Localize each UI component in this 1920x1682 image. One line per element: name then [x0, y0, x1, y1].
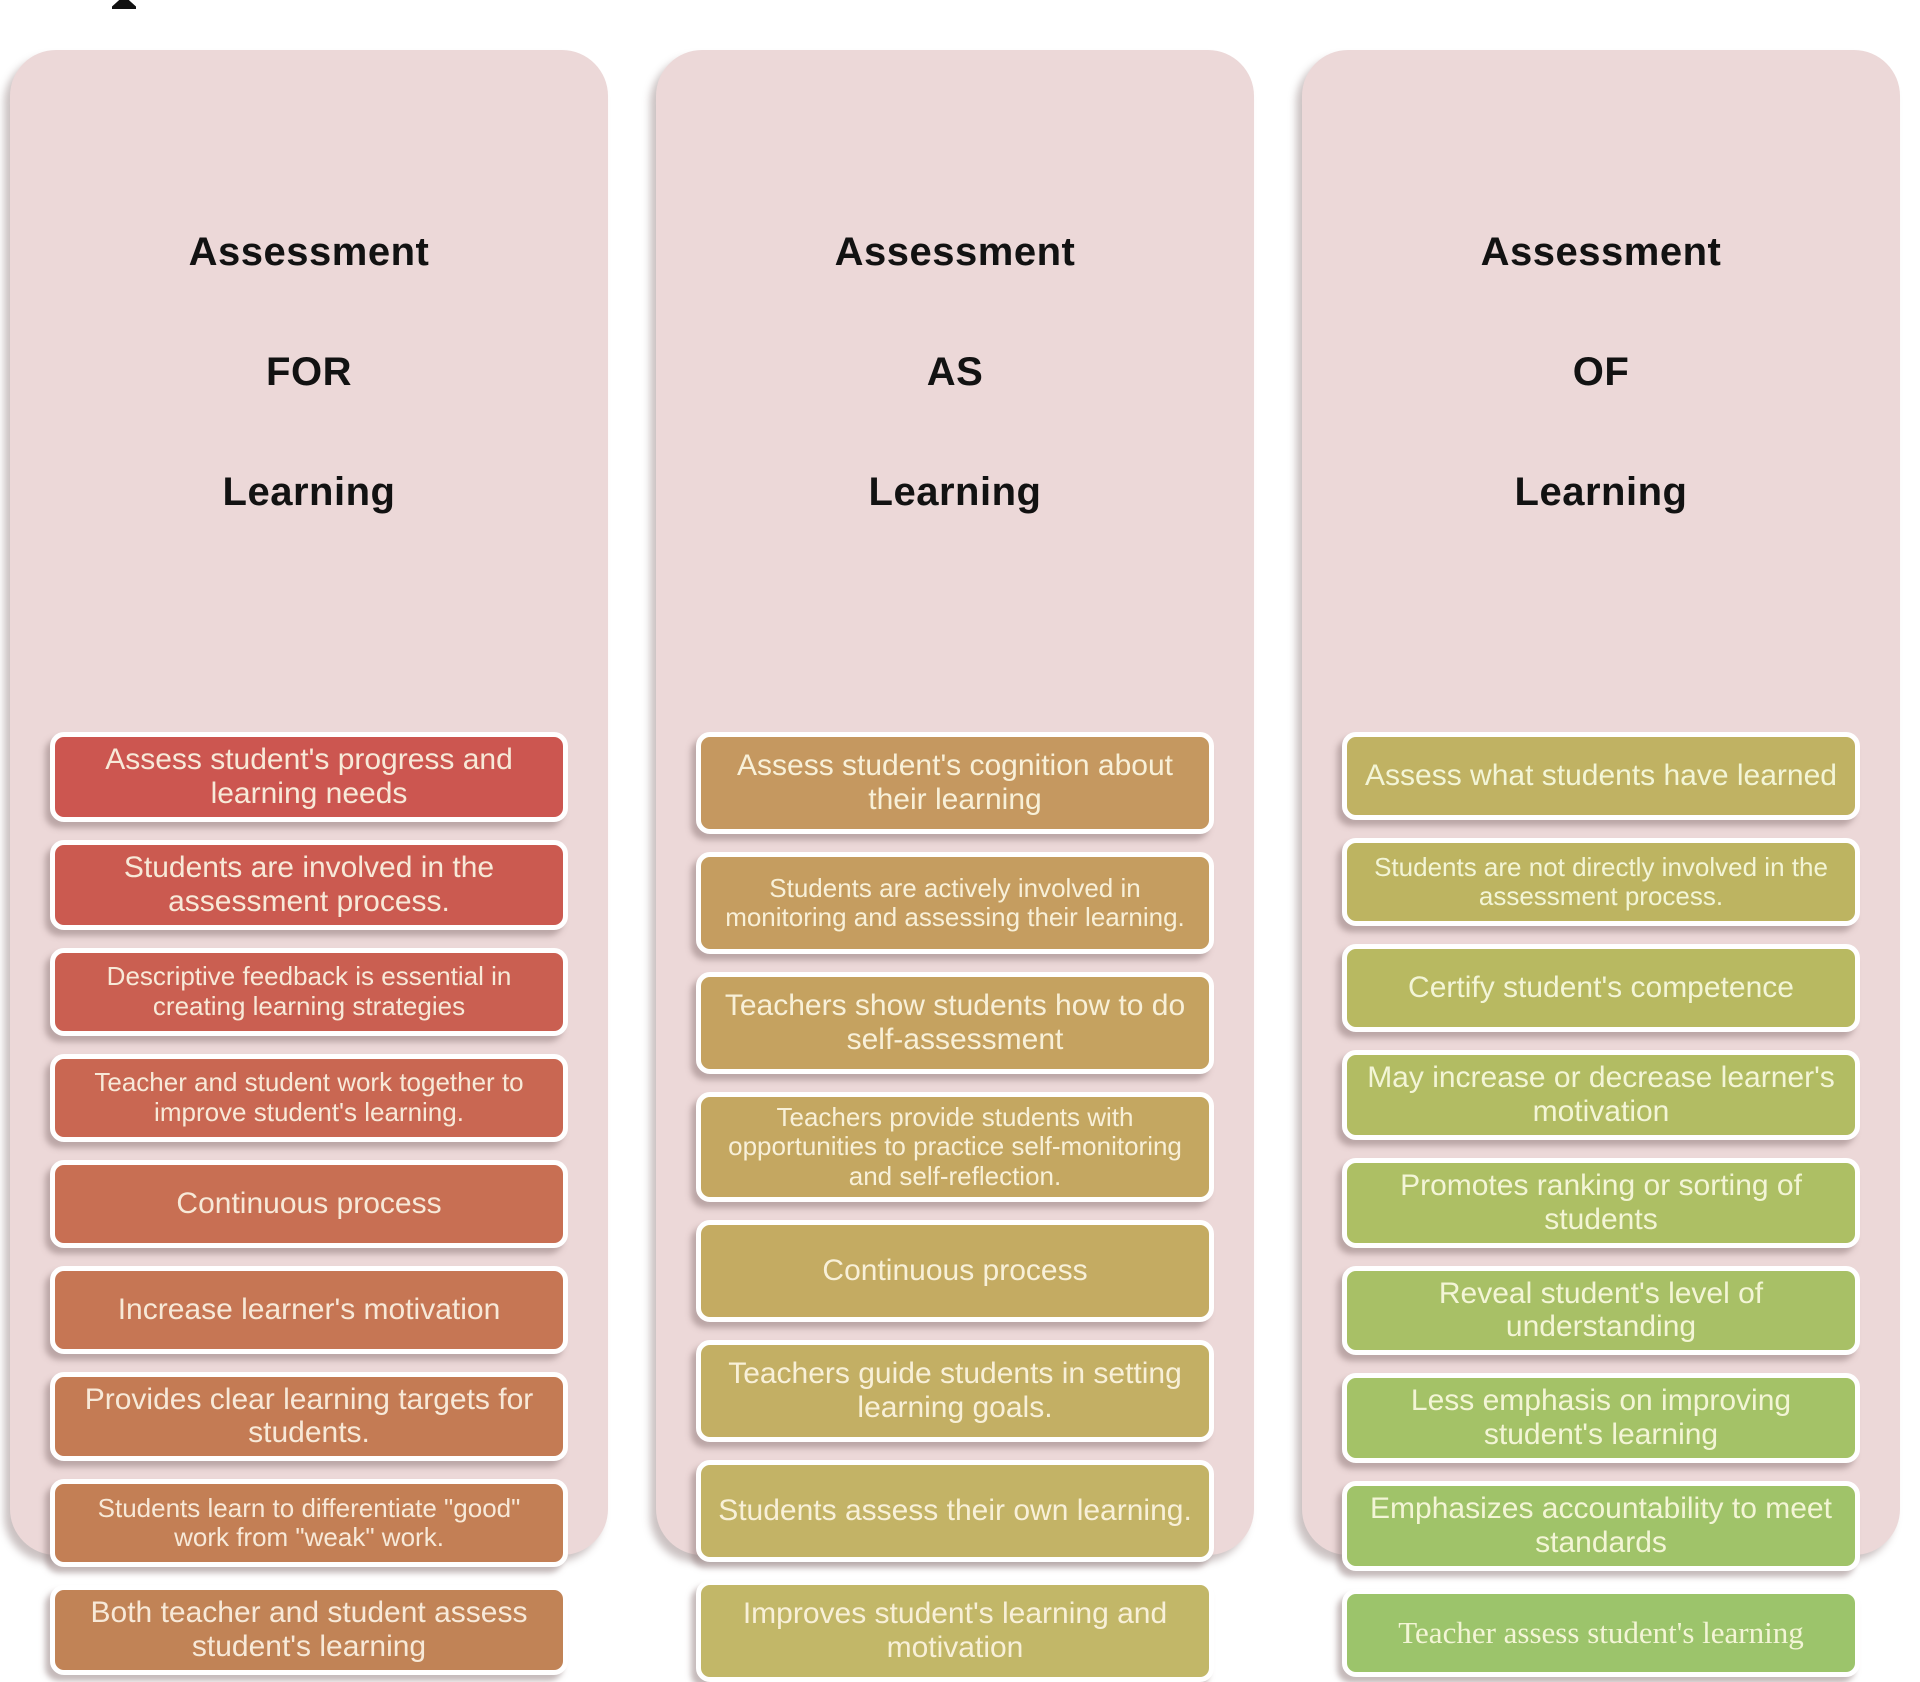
- assessment-point: [50, 1585, 568, 1675]
- assessment-point-text: Teachers show students how to do self-assessment: [724, 989, 1186, 1056]
- assessment-point-text: Students are involved in the assessment process.: [123, 850, 495, 918]
- title-line: Learning: [868, 470, 1042, 514]
- assessment-point: [1342, 1050, 1860, 1140]
- assessment-point-text: Continuous process: [176, 1186, 442, 1220]
- assessment-point: [696, 852, 1214, 954]
- assessment-point-text: Teacher assess student's learning: [1398, 1615, 1804, 1651]
- panel-assessment-of-learning: [1302, 50, 1900, 1651]
- column-title-for-learning: [189, 162, 430, 582]
- assessment-point-text: Continuous process: [822, 1254, 1088, 1288]
- assessment-point: [696, 1460, 1214, 1562]
- assessment-point: [696, 1340, 1214, 1442]
- title-line: Learning: [222, 470, 396, 514]
- assessment-point: [1342, 1266, 1860, 1356]
- panels-row: [10, 50, 1900, 1665]
- column-title-of-learning: [1481, 162, 1722, 582]
- assessment-point: [1342, 1373, 1860, 1463]
- title-line: Assessment: [1480, 230, 1722, 274]
- title-line: AS: [926, 350, 984, 394]
- assessment-point: [1342, 732, 1860, 820]
- assessment-point: [50, 1160, 568, 1248]
- assessment-point: [50, 732, 568, 822]
- boxes-column: [50, 732, 568, 1675]
- assessment-point: [696, 1220, 1214, 1322]
- assessment-point-text: Increase learner's motivation: [117, 1292, 501, 1326]
- assessment-point-text: Teacher and student work together to improve student's learning.: [94, 1067, 524, 1127]
- column-title-as-learning: [835, 162, 1076, 582]
- assessment-point: [50, 1372, 568, 1462]
- assessment-point-text: Students are actively involved in monitoring and assessing their learning.: [725, 872, 1185, 932]
- cropped-letter-fragment: [112, 0, 136, 9]
- assessment-point-text: Students are not directly involved in the assessment process.: [1374, 851, 1828, 911]
- assessment-point-text: Emphasizes accountability to meet standards: [1370, 1492, 1832, 1560]
- title-line: OF: [1572, 350, 1630, 394]
- assessment-point-text: Teachers provide students with opportunities to practice self-monitoring and self-reflection.: [728, 1102, 1182, 1191]
- assessment-point-text: Less emphasis on improving student's learning: [1410, 1384, 1792, 1452]
- assessment-point: [50, 1054, 568, 1142]
- assessment-point-text: Teachers guide students in setting learning goals.: [728, 1357, 1182, 1425]
- assessment-point-text: Reveal student's level of understanding: [1438, 1276, 1764, 1344]
- title-line: FOR: [266, 350, 352, 394]
- assessment-point: [696, 1092, 1214, 1202]
- title-line: Learning: [1514, 470, 1688, 514]
- assessment-point-text: Descriptive feedback is essential in creating learning strategies: [106, 961, 512, 1021]
- title-line: Assessment: [188, 230, 430, 274]
- assessment-point: [1342, 1158, 1860, 1248]
- assessment-point-text: Assess student's progress and learning needs: [105, 743, 513, 810]
- assessment-point-text: Assess student's cognition about their learning: [737, 749, 1173, 816]
- assessment-point: [50, 840, 568, 930]
- assessment-point: [50, 948, 568, 1036]
- assessment-point: [50, 1479, 568, 1567]
- assessment-point-text: Students learn to differentiate "good" work from "weak" work.: [97, 1492, 521, 1553]
- assessment-point-text: Certify student's competence: [1408, 971, 1794, 1005]
- panel-assessment-for-learning: [10, 50, 608, 1664]
- assessment-point-text: Assess what students have learned: [1365, 759, 1837, 793]
- assessment-point-text: Improves student's learning and motivation: [742, 1597, 1168, 1665]
- assessment-point-text: May increase or decrease learner's motivation: [1367, 1061, 1835, 1128]
- assessment-point-text: Promotes ranking or sorting of students: [1400, 1168, 1802, 1236]
- assessment-point: [696, 1580, 1214, 1682]
- assessment-point: [1342, 944, 1860, 1032]
- assessment-point-text: Students assess their own learning.: [718, 1494, 1192, 1528]
- boxes-column: [1342, 732, 1860, 1677]
- assessment-point: [1342, 1481, 1860, 1571]
- assessment-point: [1342, 1589, 1860, 1677]
- title-line: Assessment: [834, 230, 1076, 274]
- assessment-point-text: Provides clear learning targets for students.: [84, 1382, 534, 1450]
- assessment-point: [1342, 838, 1860, 926]
- assessment-point: [696, 732, 1214, 834]
- assessment-point: [50, 1266, 568, 1354]
- boxes-column: [696, 732, 1214, 1682]
- assessment-point-text: Both teacher and student assess student's learning: [90, 1596, 528, 1664]
- panel-assessment-as-learning: [656, 50, 1254, 1665]
- assessment-point: [696, 972, 1214, 1074]
